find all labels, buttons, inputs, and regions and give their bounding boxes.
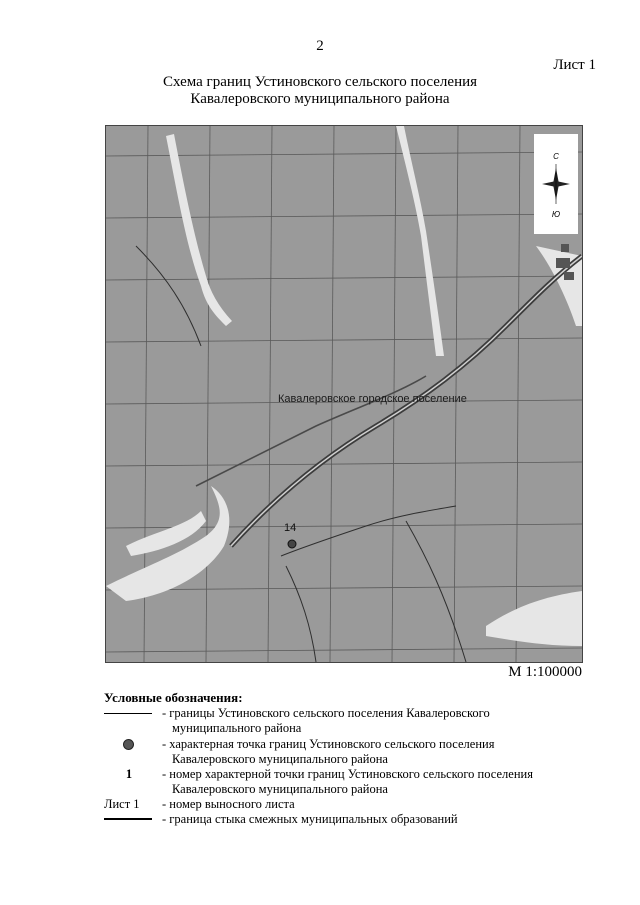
compass-north-label: С: [553, 152, 559, 161]
legend-text: [162, 812, 582, 827]
point-dot-icon: [123, 739, 134, 750]
junction-line-icon: [104, 818, 152, 820]
legend-symbol: 1: [125, 767, 133, 781]
characteristic-point: [288, 540, 296, 548]
legend-text-line: - границы Устиновского сельского поселения Кавалеровского: [162, 706, 490, 720]
legend-text-line: Кавалеровского муниципального района: [172, 752, 388, 766]
compass-rose: [534, 134, 578, 234]
legend-text-line: муниципального района: [172, 721, 302, 735]
area-label: Кавалеровское городское поселение: [278, 393, 467, 405]
topographic-map: [105, 125, 583, 663]
legend-text-line: - граница стыка смежных муниципальных образований: [162, 812, 458, 826]
sheet-label: Лист 1: [553, 57, 596, 73]
legend-text-line: - номер выносного листа: [162, 797, 295, 811]
map-clearings: [106, 126, 582, 646]
legend-text: [162, 797, 582, 812]
title-line-1: Схема границ Устиновского сельского поселения: [162, 74, 478, 90]
page-title: [0, 74, 640, 108]
legend-symbol: Лист 1: [104, 797, 140, 811]
compass-icon: [534, 134, 578, 234]
legend-text: [162, 706, 582, 736]
boundary-line-icon: [104, 713, 152, 714]
page-number: 2: [316, 38, 324, 54]
compass-south-label: Ю: [551, 210, 561, 219]
legend-text: [162, 737, 582, 767]
legend-text-line: - номер характерной точки границ Устиновского сельского поселения: [162, 767, 533, 781]
legend-text: [162, 767, 582, 797]
legend-title: Условные обозначения:: [104, 690, 243, 705]
title-line-2: Кавалеровского муниципального района: [190, 91, 450, 107]
map-scale: М 1:100000: [508, 664, 582, 680]
legend-text-line: - характерная точка границ Устиновского сельского поселения: [162, 737, 495, 751]
point-number-label: 14: [284, 522, 297, 534]
map-rivers: [136, 246, 466, 662]
legend-text-line: Кавалеровского муниципального района: [172, 782, 388, 796]
